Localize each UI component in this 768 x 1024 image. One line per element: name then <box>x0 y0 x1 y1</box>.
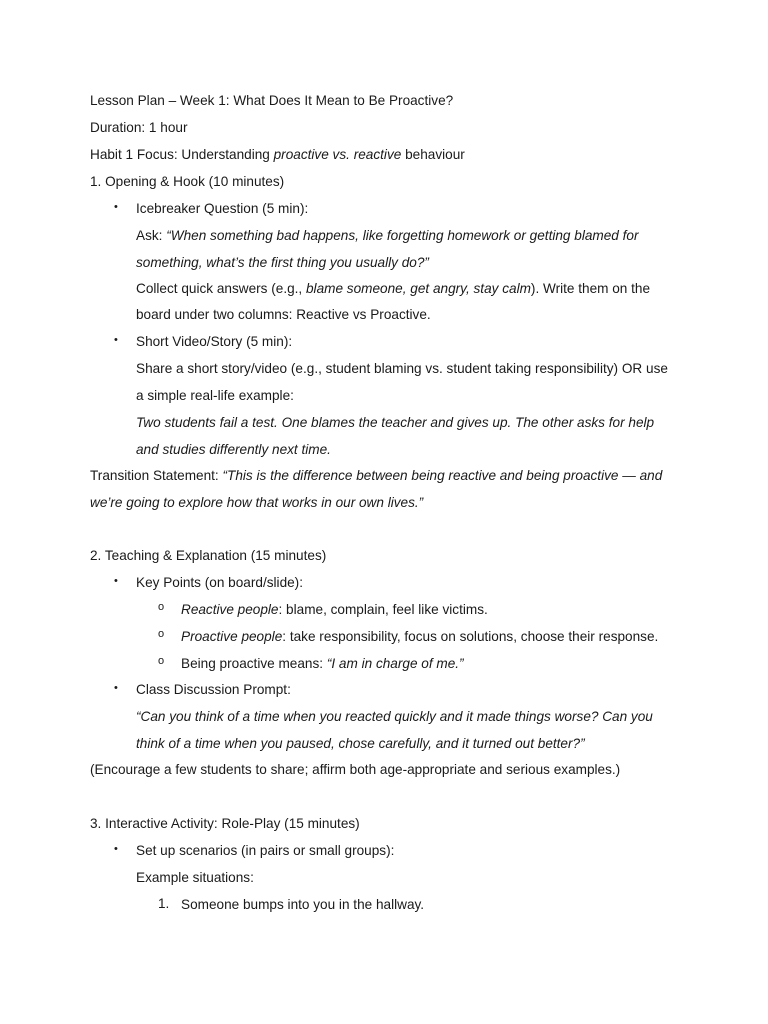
situation-item-1: Someone bumps into you in the hallway. <box>181 897 425 912</box>
example-line-1: Two students fail a test. One blames the teacher and gives up. The other asks for help <box>136 415 655 430</box>
focus-line: Habit 1 Focus: Understanding proactive vs. reactive behaviour <box>90 147 465 162</box>
bullet-marker: • <box>114 843 118 855</box>
ask-line-2: something, what’s the first thing you usually do?” <box>136 255 429 270</box>
section-2-heading: 2. Teaching & Explanation (15 minutes) <box>90 548 327 563</box>
video-heading: Short Video/Story (5 min): <box>136 334 293 349</box>
discussion-heading: Class Discussion Prompt: <box>136 682 291 697</box>
circle-marker: o <box>158 628 165 640</box>
encourage-note: (Encourage a few students to share; affirm both age-appropriate and serious examples.) <box>90 762 621 777</box>
proactive-point: Proactive people: take responsibility, focus on solutions, choose their response. <box>181 629 659 644</box>
bullet-marker: • <box>114 334 118 346</box>
transition-line-2: we’re going to explore how that works in our own lives.” <box>90 495 424 510</box>
prompt-line-1: “Can you think of a time when you reacted quickly and it made things worse? Can you <box>136 709 653 724</box>
bullet-marker: • <box>114 682 118 694</box>
section-3-heading: 3. Interactive Activity: Role-Play (15 minutes) <box>90 816 360 831</box>
share-line-1: Share a short story/video (e.g., student blaming vs. student taking responsibility) OR use <box>136 361 668 376</box>
share-line-2: a simple real-life example: <box>136 388 294 403</box>
proactive-means-point: Being proactive means: “I am in charge of me.” <box>181 656 464 671</box>
duration-line: Duration: 1 hour <box>90 120 188 135</box>
ask-line-1: Ask: “When something bad happens, like forgetting homework or getting blamed for <box>136 228 639 243</box>
example-line-2: and studies differently next time. <box>136 442 331 457</box>
lesson-title: Lesson Plan – Week 1: What Does It Mean to Be Proactive? <box>90 93 454 108</box>
bullet-marker: • <box>114 201 118 213</box>
transition-line-1: Transition Statement: “This is the difference between being reactive and being proactive — and <box>90 468 663 483</box>
key-points-heading: Key Points (on board/slide): <box>136 575 303 590</box>
collect-line-2: board under two columns: Reactive vs Proactive. <box>136 307 431 322</box>
example-situations-label: Example situations: <box>136 870 254 885</box>
list-number: 1. <box>158 896 170 911</box>
circle-marker: o <box>158 655 165 667</box>
collect-line-1: Collect quick answers (e.g., blame someone, get angry, stay calm). Write them on the <box>136 281 651 296</box>
prompt-line-2: think of a time when you paused, chose carefully, and it turned out better?” <box>136 736 585 751</box>
bullet-marker: • <box>114 575 118 587</box>
circle-marker: o <box>158 601 165 613</box>
setup-heading: Set up scenarios (in pairs or small groups): <box>136 843 395 858</box>
section-1-heading: 1. Opening & Hook (10 minutes) <box>90 174 285 189</box>
icebreaker-heading: Icebreaker Question (5 min): <box>136 201 309 216</box>
reactive-point: Reactive people: blame, complain, feel like victims. <box>181 602 488 617</box>
